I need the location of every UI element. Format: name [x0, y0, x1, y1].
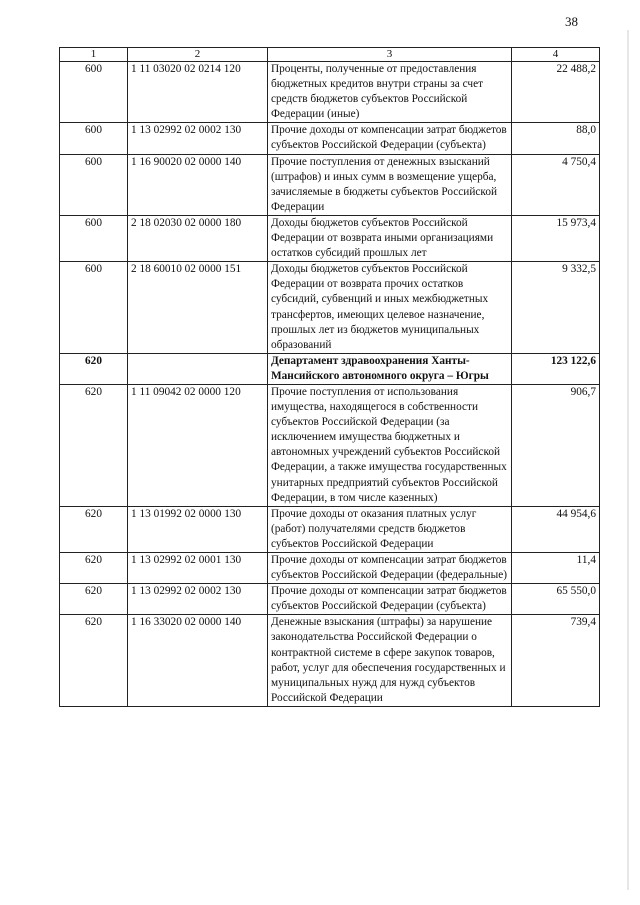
revenue-name-cell: Прочие доходы от оказания платных услуг (работ) получателями средств бюджетов субъектов Российской Федерации [268, 506, 512, 552]
admin-code-cell: 600 [60, 62, 128, 123]
budget-code-cell [128, 353, 268, 384]
amount-cell: 123 122,6 [512, 353, 600, 384]
table-row [60, 553, 600, 584]
admin-code-cell: 620 [60, 506, 128, 552]
amount-cell: 9 332,5 [512, 262, 600, 354]
table-row [60, 123, 600, 154]
amount-cell: 906,7 [512, 384, 600, 506]
admin-code-cell: 600 [60, 154, 128, 215]
header-row [60, 48, 600, 62]
budget-code-cell: 1 13 02992 02 0001 130 [128, 553, 268, 584]
revenue-table [59, 47, 600, 707]
header-cell: 3 [268, 48, 512, 62]
revenue-name-cell: Проценты, полученные от предоставления бюджетных кредитов внутри страны за счет средств бюджетов субъектов Российской Федерации (иные) [268, 62, 512, 123]
budget-code-cell: 1 16 33020 02 0000 140 [128, 615, 268, 707]
budget-code-cell: 1 13 02992 02 0002 130 [128, 123, 268, 154]
header-cell: 2 [128, 48, 268, 62]
table-row [60, 262, 600, 354]
revenue-name-cell: Прочие поступления от денежных взысканий (штрафов) и иных сумм в возмещение ущерба, зачисляемые в бюджеты субъектов Российской Федерации [268, 154, 512, 215]
revenue-name-cell: Прочие доходы от компенсации затрат бюджетов субъектов Российской Федерации (субъекта) [268, 584, 512, 615]
amount-cell: 15 973,4 [512, 215, 600, 261]
table-row [60, 584, 600, 615]
admin-code-cell: 620 [60, 353, 128, 384]
scan-edge-mark [627, 30, 629, 890]
admin-code-cell: 620 [60, 584, 128, 615]
page-number: 38 [565, 14, 578, 29]
budget-code-cell: 2 18 60010 02 0000 151 [128, 262, 268, 354]
admin-code-cell: 600 [60, 262, 128, 354]
admin-code-cell: 600 [60, 123, 128, 154]
amount-cell: 65 550,0 [512, 584, 600, 615]
table-row [60, 615, 600, 707]
header-cell: 1 [60, 48, 128, 62]
revenue-name-cell: Доходы бюджетов субъектов Российской Федерации от возврата иными организациями остатков субсидий прошлых лет [268, 215, 512, 261]
budget-code-cell: 2 18 02030 02 0000 180 [128, 215, 268, 261]
revenue-name-cell: Прочие доходы от компенсации затрат бюджетов субъектов Российской Федерации (субъекта) [268, 123, 512, 154]
amount-cell: 22 488,2 [512, 62, 600, 123]
admin-code-cell: 620 [60, 615, 128, 707]
revenue-name-cell: Денежные взыскания (штрафы) за нарушение законодательства Российской Федерации о контрактной системе в сфере закупок товаров, работ, услуг для обеспечения государственных и муниципальных нужд для нужд субъектов Российской Федерации [268, 615, 512, 707]
amount-cell: 739,4 [512, 615, 600, 707]
revenue-name-cell: Департамент здравоохранения Ханты-Мансийского автономного округа – Югры [268, 353, 512, 384]
amount-cell: 44 954,6 [512, 506, 600, 552]
table-row [60, 384, 600, 506]
table-row [60, 353, 600, 384]
amount-cell: 4 750,4 [512, 154, 600, 215]
budget-code-cell: 1 16 90020 02 0000 140 [128, 154, 268, 215]
header-cell: 4 [512, 48, 600, 62]
table-row [60, 154, 600, 215]
admin-code-cell: 620 [60, 553, 128, 584]
table-row [60, 215, 600, 261]
revenue-name-cell: Прочие доходы от компенсации затрат бюджетов субъектов Российской Федерации (федеральные) [268, 553, 512, 584]
admin-code-cell: 600 [60, 215, 128, 261]
amount-cell: 88,0 [512, 123, 600, 154]
revenue-name-cell: Прочие поступления от использования имущества, находящегося в собственности субъектов Российской Федерации (за исключением имущества бюджетных и автономных учреждений субъектов Российской Федерации, а также имущества государственных унитарных предприятий субъектов Российской Федерации, в том числе казенных) [268, 384, 512, 506]
budget-code-cell: 1 11 03020 02 0214 120 [128, 62, 268, 123]
table-body [60, 62, 600, 707]
amount-cell: 11,4 [512, 553, 600, 584]
table-row [60, 62, 600, 123]
budget-code-cell: 1 13 02992 02 0002 130 [128, 584, 268, 615]
table-row [60, 506, 600, 552]
admin-code-cell: 620 [60, 384, 128, 506]
budget-code-cell: 1 11 09042 02 0000 120 [128, 384, 268, 506]
revenue-name-cell: Доходы бюджетов субъектов Российской Федерации от возврата прочих остатков субсидий, субвенций и иных межбюджетных трансфертов, имеющих целевое назначение, прошлых лет из бюджетов муниципальных образований [268, 262, 512, 354]
budget-code-cell: 1 13 01992 02 0000 130 [128, 506, 268, 552]
